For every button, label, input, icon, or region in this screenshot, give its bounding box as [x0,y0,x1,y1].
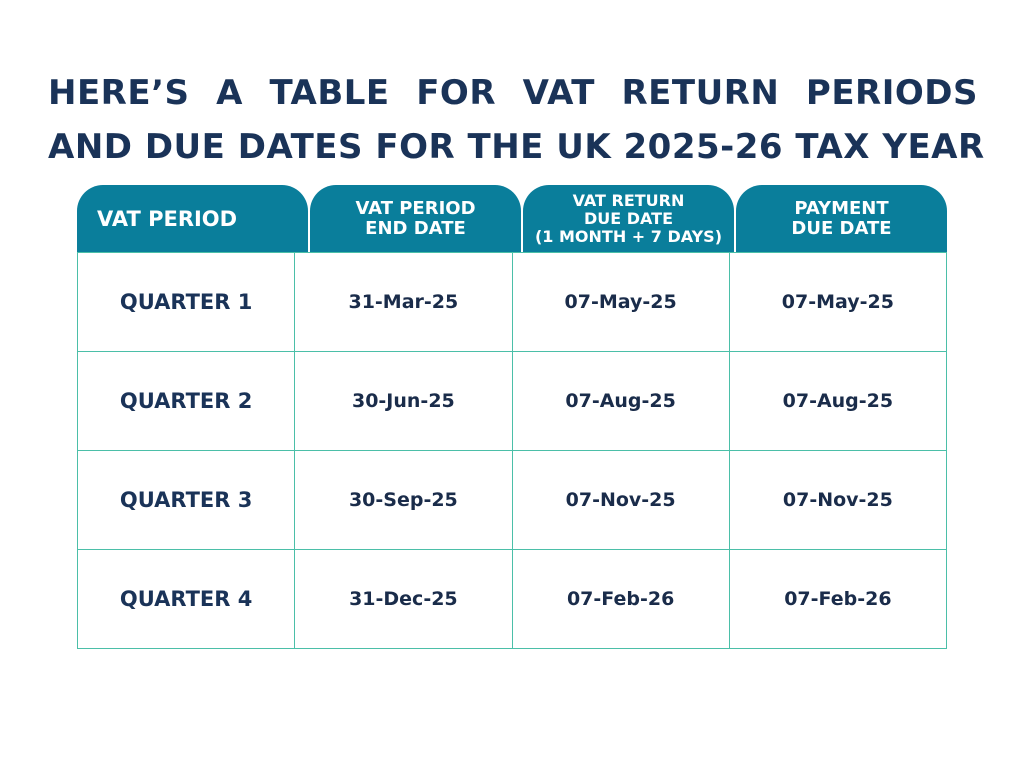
title-word: A [216,73,243,113]
cell-return-due-date: 07-Aug-25 [513,352,730,450]
table-row [78,253,947,352]
cell-payment-due-date: 07-May-25 [730,253,947,351]
cell-vat-period: QUARTER 3 [78,451,295,549]
title-line-2: AND DUE DATES FOR THE UK 2025-26 TAX YEAR [48,127,985,167]
title-word: HERE’S [48,73,190,113]
cell-period-end-date: 31-Mar-25 [295,253,512,351]
cell-return-due-date: 07-May-25 [513,253,730,351]
table-row [78,550,947,649]
header-payment-due-date: PAYMENT DUE DATE [736,185,947,252]
cell-return-due-date: 07-Nov-25 [513,451,730,549]
cell-vat-period: QUARTER 2 [78,352,295,450]
cell-payment-due-date: 07-Feb-26 [730,550,947,648]
cell-return-due-date: 07-Feb-26 [513,550,730,648]
cell-period-end-date: 30-Jun-25 [295,352,512,450]
header-return-due-date: VAT RETURN DUE DATE (1 MONTH + 7 DAYS) [523,185,734,252]
title-word: RETURN [621,73,780,113]
title-word: FOR [416,73,496,113]
vat-periods-table [77,185,947,649]
cell-vat-period: QUARTER 1 [78,253,295,351]
page-title [48,66,985,174]
title-word: PERIODS [805,73,978,113]
table-header-row [77,185,947,252]
cell-period-end-date: 31-Dec-25 [295,550,512,648]
header-vat-period: VAT PERIOD [77,185,308,252]
table-row [78,352,947,451]
title-word: VAT [522,73,595,113]
header-period-end-date: VAT PERIOD END DATE [310,185,521,252]
cell-vat-period: QUARTER 4 [78,550,295,648]
cell-payment-due-date: 07-Nov-25 [730,451,947,549]
cell-period-end-date: 30-Sep-25 [295,451,512,549]
table-body [77,252,947,649]
table-row [78,451,947,550]
title-word: TABLE [269,73,390,113]
cell-payment-due-date: 07-Aug-25 [730,352,947,450]
title-line-1 [48,66,978,120]
